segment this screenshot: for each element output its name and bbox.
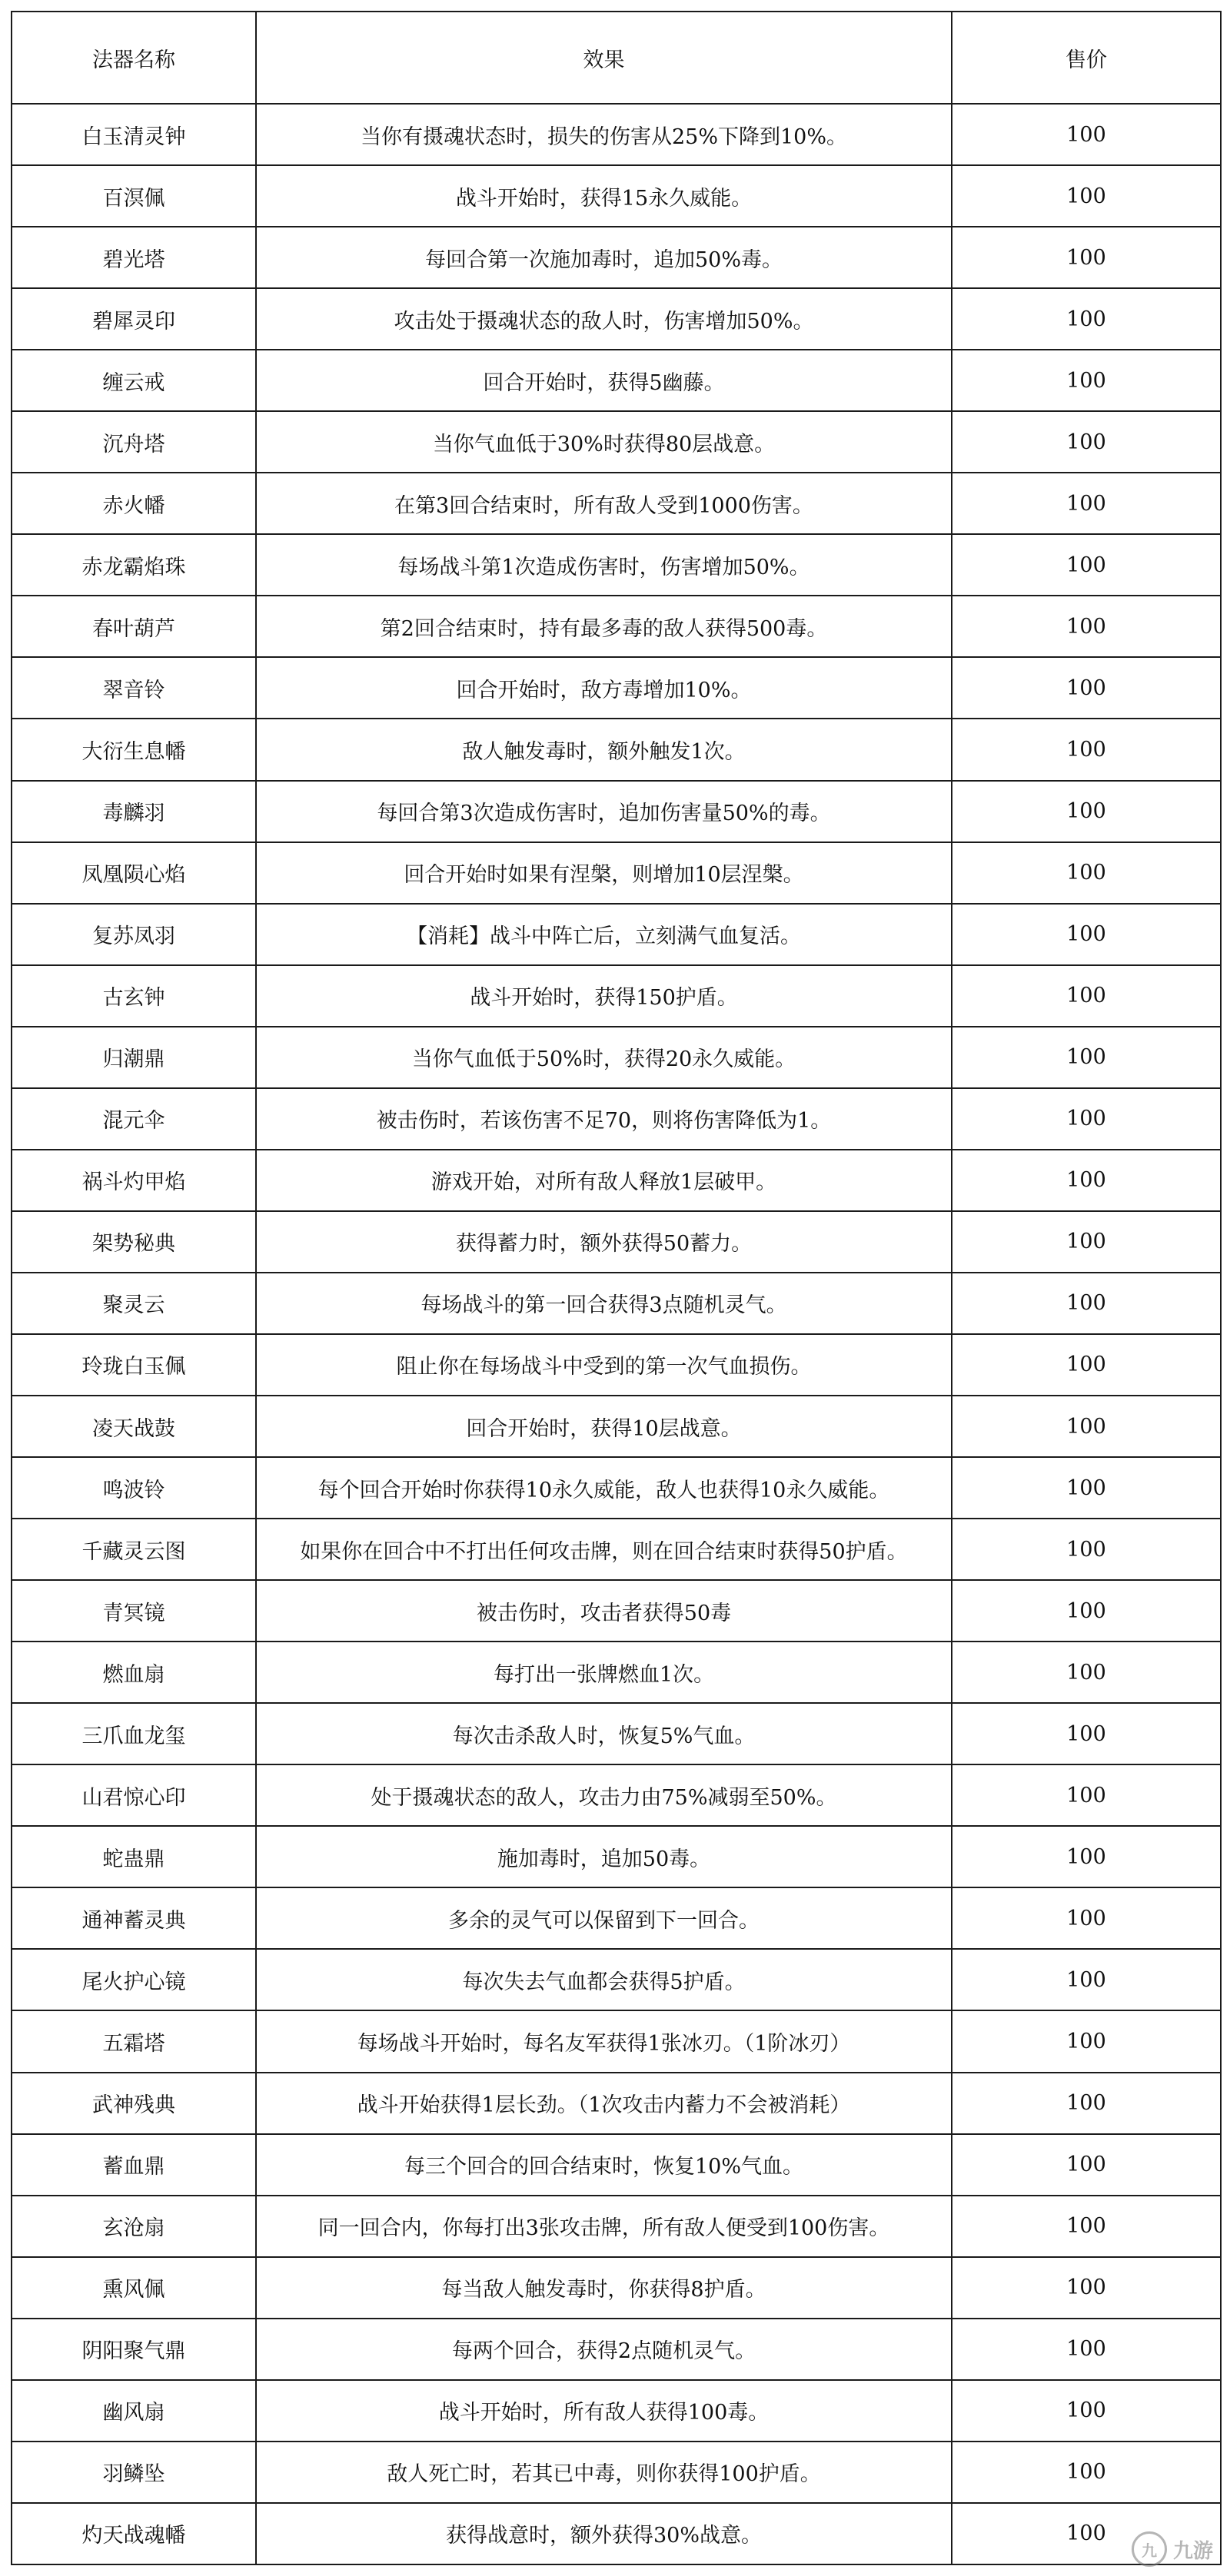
table-row — [12, 534, 1221, 596]
table-row — [12, 1887, 1221, 1949]
cell-effect: 每场战斗第1次造成伤害时，伤害增加50%。 — [256, 534, 952, 596]
table-row — [12, 1949, 1221, 2010]
cell-price: 100 — [952, 596, 1221, 657]
table-row — [12, 1703, 1221, 1764]
table-row — [12, 1457, 1221, 1519]
cell-name: 青冥镜 — [12, 1580, 256, 1642]
cell-effect: 施加毒时，追加50毒。 — [256, 1826, 952, 1887]
table-row — [12, 2380, 1221, 2442]
table-header-row — [12, 12, 1221, 104]
cell-effect: 每当敌人触发毒时，你获得8护盾。 — [256, 2257, 952, 2319]
cell-name: 幽风扇 — [12, 2380, 256, 2442]
cell-name: 灼天战魂幡 — [12, 2503, 256, 2564]
cell-price: 100 — [952, 1150, 1221, 1211]
cell-name: 沉舟塔 — [12, 411, 256, 473]
watermark — [1132, 2531, 1213, 2567]
cell-effect: 战斗开始时，所有敌人获得100毒。 — [256, 2380, 952, 2442]
table-row — [12, 2257, 1221, 2319]
table-row — [12, 1519, 1221, 1580]
cell-price: 100 — [952, 719, 1221, 780]
cell-price: 100 — [952, 2073, 1221, 2134]
table-row — [12, 2442, 1221, 2503]
cell-name: 凤凰陨心焰 — [12, 842, 256, 904]
table-row — [12, 2319, 1221, 2380]
table-row — [12, 1334, 1221, 1396]
cell-name: 架势秘典 — [12, 1211, 256, 1273]
cell-price: 100 — [952, 534, 1221, 596]
cell-name: 赤火幡 — [12, 473, 256, 534]
cell-price: 100 — [952, 1088, 1221, 1150]
cell-price: 100 — [952, 2503, 1221, 2564]
watermark-text: 九游 — [1172, 2539, 1213, 2563]
cell-name: 玲珑白玉佩 — [12, 1334, 256, 1396]
cell-name: 羽鳞坠 — [12, 2442, 256, 2503]
cell-price: 100 — [952, 473, 1221, 534]
cell-price: 100 — [952, 2257, 1221, 2319]
table-row — [12, 719, 1221, 780]
table-row — [12, 2073, 1221, 2134]
cell-name: 武神残典 — [12, 2073, 256, 2134]
table-row — [12, 165, 1221, 227]
cell-effect: 攻击处于摄魂状态的敌人时，伤害增加50%。 — [256, 288, 952, 350]
table-row — [12, 350, 1221, 411]
cell-name: 古玄钟 — [12, 965, 256, 1027]
cell-name: 尾火护心镜 — [12, 1949, 256, 2010]
artifact-table — [11, 11, 1222, 2565]
cell-name: 祸斗灼甲焰 — [12, 1150, 256, 1211]
table-row — [12, 227, 1221, 288]
cell-name: 熏风佩 — [12, 2257, 256, 2319]
cell-price: 100 — [952, 1273, 1221, 1334]
cell-effect: 敌人触发毒时，额外触发1次。 — [256, 719, 952, 780]
table-row — [12, 657, 1221, 719]
table-row — [12, 1826, 1221, 1887]
cell-name: 鸣波铃 — [12, 1457, 256, 1519]
cell-price: 100 — [952, 2319, 1221, 2380]
cell-name: 蓄血鼎 — [12, 2134, 256, 2196]
cell-price: 100 — [952, 1703, 1221, 1764]
cell-effect: 每次失去气血都会获得5护盾。 — [256, 1949, 952, 2010]
cell-price: 100 — [952, 1334, 1221, 1396]
cell-name: 凌天战鼓 — [12, 1396, 256, 1457]
cell-effect: 敌人死亡时，若其已中毒，则你获得100护盾。 — [256, 2442, 952, 2503]
cell-name: 通神蓄灵典 — [12, 1887, 256, 1949]
cell-effect: 每三个回合的回合结束时，恢复10%气血。 — [256, 2134, 952, 2196]
cell-effect: 第2回合结束时，持有最多毒的敌人获得500毒。 — [256, 596, 952, 657]
cell-effect: 回合开始时，获得5幽藤。 — [256, 350, 952, 411]
cell-effect: 战斗开始获得1层长劲。（1次攻击内蓄力不会被消耗） — [256, 2073, 952, 2134]
table-row — [12, 1580, 1221, 1642]
cell-effect: 回合开始时如果有涅槃，则增加10层涅槃。 — [256, 842, 952, 904]
table-row — [12, 411, 1221, 473]
cell-price: 100 — [952, 411, 1221, 473]
cell-name: 聚灵云 — [12, 1273, 256, 1334]
cell-price: 100 — [952, 657, 1221, 719]
cell-price: 100 — [952, 1642, 1221, 1703]
cell-effect: 每打出一张牌燃血1次。 — [256, 1642, 952, 1703]
cell-name: 百溟佩 — [12, 165, 256, 227]
table-row — [12, 1764, 1221, 1826]
cell-name: 阴阳聚气鼎 — [12, 2319, 256, 2380]
cell-effect: 每个回合开始时你获得10永久威能，敌人也获得10永久威能。 — [256, 1457, 952, 1519]
table-row — [12, 1273, 1221, 1334]
table-row — [12, 1396, 1221, 1457]
table-row — [12, 1642, 1221, 1703]
table-row — [12, 288, 1221, 350]
cell-price: 100 — [952, 350, 1221, 411]
cell-effect: 回合开始时，敌方毒增加10%。 — [256, 657, 952, 719]
cell-effect: 每场战斗的第一回合获得3点随机灵气。 — [256, 1273, 952, 1334]
cell-effect: 战斗开始时，获得150护盾。 — [256, 965, 952, 1027]
header-price: 售价 — [952, 12, 1221, 104]
cell-price: 100 — [952, 2442, 1221, 2503]
cell-price: 100 — [952, 1826, 1221, 1887]
table-row — [12, 842, 1221, 904]
table-row — [12, 781, 1221, 842]
cell-effect: 每场战斗开始时，每名友军获得1张冰刃。（1阶冰刃） — [256, 2010, 952, 2072]
table-row — [12, 1027, 1221, 1088]
cell-price: 100 — [952, 1457, 1221, 1519]
cell-effect: 回合开始时，获得10层战意。 — [256, 1396, 952, 1457]
cell-price: 100 — [952, 1211, 1221, 1273]
cell-effect: 当你气血低于50%时，获得20永久威能。 — [256, 1027, 952, 1088]
cell-price: 100 — [952, 2010, 1221, 2072]
cell-price: 100 — [952, 2380, 1221, 2442]
cell-effect: 如果你在回合中不打出任何攻击牌，则在回合结束时获得50护盾。 — [256, 1519, 952, 1580]
cell-price: 100 — [952, 227, 1221, 288]
cell-price: 100 — [952, 781, 1221, 842]
cell-effect: 每回合第一次施加毒时，追加50%毒。 — [256, 227, 952, 288]
cell-effect: 战斗开始时，获得15永久威能。 — [256, 165, 952, 227]
cell-price: 100 — [952, 904, 1221, 965]
cell-effect: 在第3回合结束时，所有敌人受到1000伤害。 — [256, 473, 952, 534]
cell-effect: 处于摄魂状态的敌人，攻击力由75%减弱至50%。 — [256, 1764, 952, 1826]
cell-effect: 每回合第3次造成伤害时，追加伤害量50%的毒。 — [256, 781, 952, 842]
table-row — [12, 2134, 1221, 2196]
cell-price: 100 — [952, 1949, 1221, 2010]
cell-effect: 同一回合内，你每打出3张攻击牌，所有敌人便受到100伤害。 — [256, 2196, 952, 2257]
cell-name: 白玉清灵钟 — [12, 104, 256, 165]
cell-name: 混元伞 — [12, 1088, 256, 1150]
cell-name: 缠云戒 — [12, 350, 256, 411]
cell-price: 100 — [952, 2134, 1221, 2196]
cell-price: 100 — [952, 288, 1221, 350]
cell-price: 100 — [952, 2196, 1221, 2257]
cell-effect: 获得蓄力时，额外获得50蓄力。 — [256, 1211, 952, 1273]
cell-effect: 被击伤时，若该伤害不足70，则将伤害降低为1。 — [256, 1088, 952, 1150]
table-row — [12, 2503, 1221, 2564]
cell-name: 千藏灵云图 — [12, 1519, 256, 1580]
table-row — [12, 1150, 1221, 1211]
cell-price: 100 — [952, 1027, 1221, 1088]
cell-effect: 获得战意时，额外获得30%战意。 — [256, 2503, 952, 2564]
cell-price: 100 — [952, 1887, 1221, 1949]
cell-effect: 当你有摄魂状态时，损失的伤害从25%下降到10%。 — [256, 104, 952, 165]
table-row — [12, 596, 1221, 657]
cell-effect: 【消耗】战斗中阵亡后，立刻满气血复活。 — [256, 904, 952, 965]
cell-name: 蛇蛊鼎 — [12, 1826, 256, 1887]
table-row — [12, 473, 1221, 534]
table-row — [12, 2196, 1221, 2257]
cell-price: 100 — [952, 1519, 1221, 1580]
header-name: 法器名称 — [12, 12, 256, 104]
cell-effect: 每次击杀敌人时，恢复5%气血。 — [256, 1703, 952, 1764]
cell-name: 三爪血龙玺 — [12, 1703, 256, 1764]
cell-name: 碧犀灵印 — [12, 288, 256, 350]
table-body — [12, 104, 1221, 2564]
cell-price: 100 — [952, 1764, 1221, 1826]
cell-price: 100 — [952, 842, 1221, 904]
cell-name: 翠音铃 — [12, 657, 256, 719]
cell-name: 春叶葫芦 — [12, 596, 256, 657]
cell-name: 山君惊心印 — [12, 1764, 256, 1826]
cell-name: 归潮鼎 — [12, 1027, 256, 1088]
cell-effect: 游戏开始，对所有敌人释放1层破甲。 — [256, 1150, 952, 1211]
cell-name: 赤龙霸焰珠 — [12, 534, 256, 596]
cell-effect: 被击伤时，攻击者获得50毒 — [256, 1580, 952, 1642]
cell-name: 复苏凤羽 — [12, 904, 256, 965]
table-row — [12, 1088, 1221, 1150]
table-row — [12, 2010, 1221, 2072]
cell-price: 100 — [952, 965, 1221, 1027]
cell-effect: 每两个回合，获得2点随机灵气。 — [256, 2319, 952, 2380]
cell-effect: 阻止你在每场战斗中受到的第一次气血损伤。 — [256, 1334, 952, 1396]
table-row — [12, 904, 1221, 965]
cell-name: 大衍生息幡 — [12, 719, 256, 780]
cell-name: 毒麟羽 — [12, 781, 256, 842]
cell-name: 玄沧扇 — [12, 2196, 256, 2257]
watermark-logo-icon: 九 — [1132, 2531, 1167, 2567]
cell-effect: 多余的灵气可以保留到下一回合。 — [256, 1887, 952, 1949]
table-row — [12, 1211, 1221, 1273]
cell-price: 100 — [952, 1396, 1221, 1457]
table-row — [12, 104, 1221, 165]
header-effect: 效果 — [256, 12, 952, 104]
cell-name: 五霜塔 — [12, 2010, 256, 2072]
cell-name: 燃血扇 — [12, 1642, 256, 1703]
cell-price: 100 — [952, 165, 1221, 227]
cell-price: 100 — [952, 104, 1221, 165]
cell-name: 碧光塔 — [12, 227, 256, 288]
cell-price: 100 — [952, 1580, 1221, 1642]
table-row — [12, 965, 1221, 1027]
cell-effect: 当你气血低于30%时获得80层战意。 — [256, 411, 952, 473]
